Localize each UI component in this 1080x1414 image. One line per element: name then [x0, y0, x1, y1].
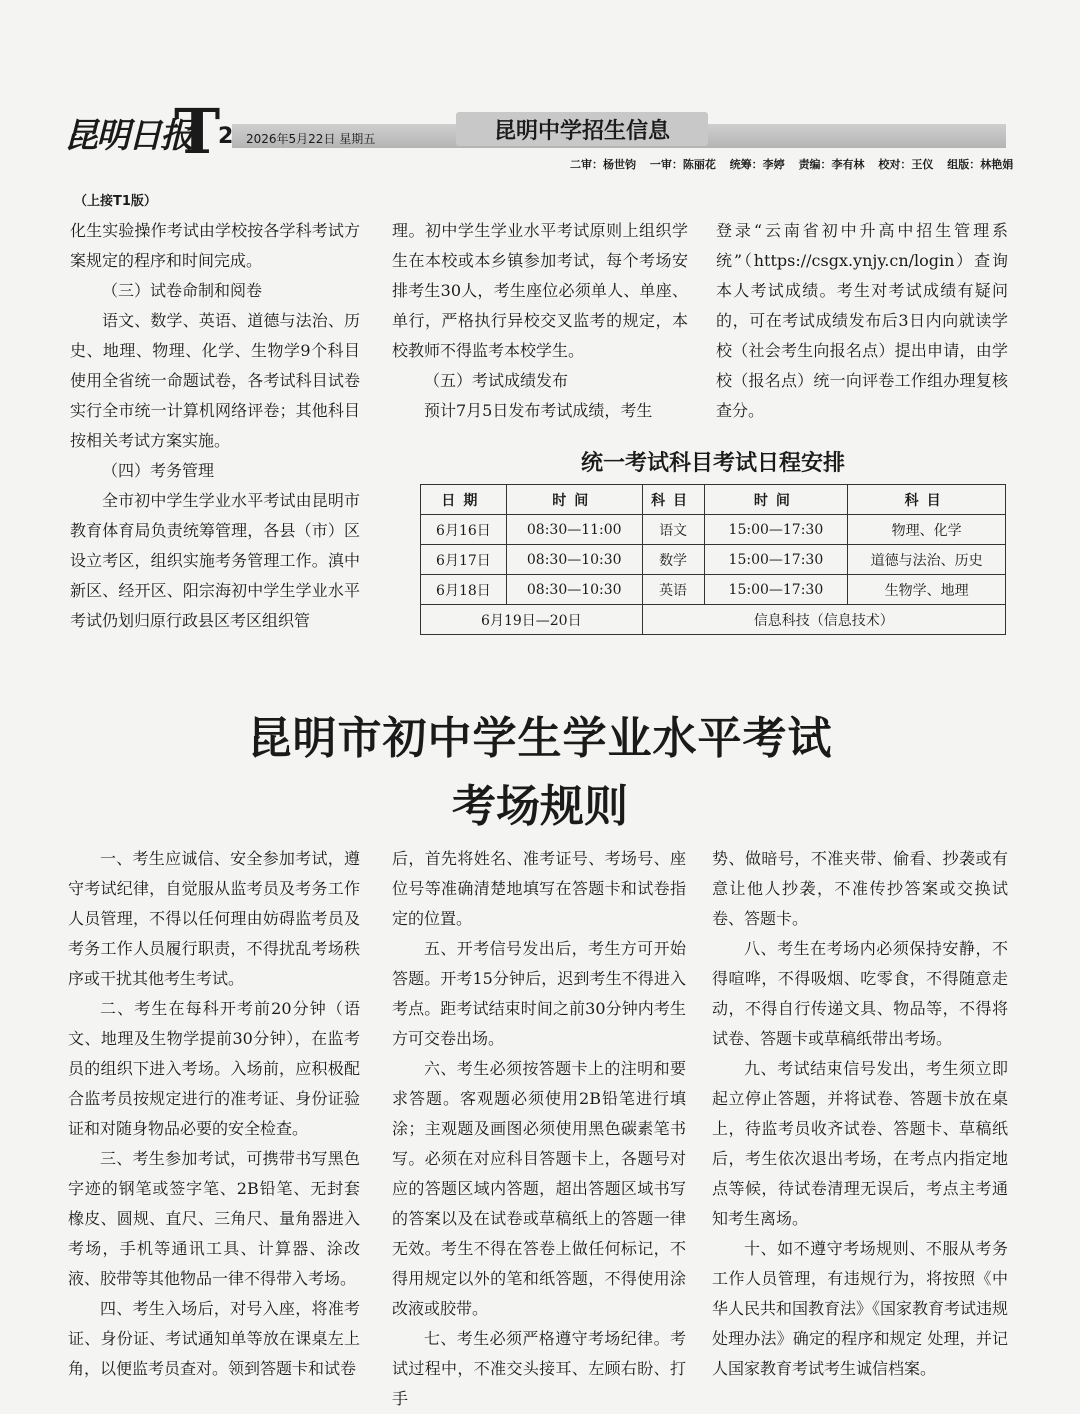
paragraph: 后，首先将姓名、准考证号、考场号、座位号等准确清楚地填写在答题卡和试卷指定的位置。: [392, 849, 686, 928]
paragraph: （五）考试成绩发布: [424, 371, 569, 390]
table-cell: 道德与法治、历史: [848, 545, 1006, 575]
schedule-title: 统一考试科目考试日程安排: [580, 451, 845, 476]
table-row: [421, 575, 1006, 605]
table-cell: 物理、化学: [848, 515, 1006, 545]
continued-label: （上接T1版）: [74, 194, 157, 209]
table-cell: 08:30—10:30: [506, 575, 642, 605]
rules-column-2: [392, 844, 686, 1414]
top-article-column-2: [392, 216, 688, 426]
table-row: [421, 545, 1006, 575]
paragraph: 登录“云南省初中升高中招生管理系统”（https://csgx.ynjy.cn/login）查询本人考试成绩。考生对考试成绩有疑问的，可在考试成绩发布后3日内向就读学校（社会考生向报名点）提出申请，由学校（报名点）统一向评卷工作组办理复核查分。: [716, 221, 1008, 420]
section-letter: T: [174, 95, 221, 168]
table-cell: 6月18日: [421, 575, 507, 605]
paragraph: （四）考务管理: [102, 461, 215, 480]
header-cell: 科目: [642, 485, 704, 515]
header-cell: 日期: [421, 485, 507, 515]
table-cell: 6月16日: [421, 515, 507, 545]
paragraph: 化生实验操作考试由学校按各学科考试方案规定的程序和时间完成。: [70, 221, 360, 270]
header-cell: 时间: [506, 485, 642, 515]
top-article-column-3: [716, 216, 1008, 426]
table-cell: 语文: [642, 515, 704, 545]
newspaper-logo: 昆明日报: [64, 116, 192, 156]
table-cell: 数学: [642, 545, 704, 575]
paragraph: 六、考生必须按答题卡上的注明和要求答题。客观题必须使用2B铅笔进行填涂；主观题及画图必须使用黑色碳素笔书写。必须在对应科目答题卡上，各题号对应的答题区域内答题，超出答题区域书写的答案以及在试卷或草稿纸上的答题一律无效。考生不得在答卷上做任何标记，不得用规定以外的笔和纸答题，不得使用涂改液或胶带。: [392, 1059, 686, 1318]
table-cell: 英语: [642, 575, 704, 605]
paragraph: （三）试卷命制和阅卷: [102, 281, 263, 300]
table-cell: 6月19日—20日: [421, 605, 643, 635]
paragraph: 理。初中学生学业水平考试原则上组织学生在本校或本乡镇参加考试，每个考场安排考生30人，考生座位必须单人、单座、单行，严格执行异校交叉监考的规定，本校教师不得监考本校学生。: [392, 221, 688, 360]
table-cell: 08:30—11:00: [506, 515, 642, 545]
rules-column-3: [712, 844, 1008, 1384]
page-number: 2: [218, 124, 234, 149]
table-cell: 生物学、地理: [848, 575, 1006, 605]
editor-credit: 统筹：李婷: [729, 158, 785, 171]
top-article-column-1: [70, 216, 360, 636]
paragraph: 二、考生在每科开考前20分钟（语文、地理及生物学提前30分钟），在监考员的组织下进入考场。入场前，应积极配合监考员按规定进行的准考证、身份证验证和对随身物品必要的安全检查。: [68, 999, 360, 1138]
paragraph: 七、考生必须严格遵守考场纪律。考试过程中，不准交头接耳、左顾右盼、打手: [392, 1329, 686, 1408]
table-cell: 08:30—10:30: [506, 545, 642, 575]
paragraph: 语文、数学、英语、道德与法治、历史、地理、物理、化学、生物学9个科目使用全省统一命题试卷，各考试科目试卷实行全市统一计算机网络评卷；其他科目按相关考试方案实施。: [70, 311, 360, 450]
table-cell: 15:00—17:30: [704, 575, 848, 605]
paragraph: 九、考试结束信号发出，考生须立即起立停止答题，并将试卷、答题卡放在桌上，待监考员收齐试卷、答题卡、草稿纸后，考生依次退出考场，在考点内指定地点等候，待试卷清理无误后，考点主考通知考生离场。: [712, 1059, 1008, 1228]
table-row: [421, 605, 1006, 635]
page-title: 昆明中学招生信息: [493, 119, 670, 144]
issue-date: 2026年5月22日 星期五: [246, 132, 376, 146]
paragraph: 全市初中学生学业水平考试由昆明市教育体育局负责统筹管理，各县（市）区设立考区，组织实施考务管理工作。滇中新区、经开区、阳宗海初中学生学业水平考试仍划归原行政县区考区组织管: [70, 491, 360, 630]
table-cell: 6月17日: [421, 545, 507, 575]
schedule-table: [420, 484, 1006, 635]
schedule-header-row: [421, 485, 1006, 515]
paragraph: 十、如不遵守考场规则、不服从考务工作人员管理，有违规行为，将按照《中华人民共和国教育法》《国家教育考试违规处理办法》确定的程序和规定 处理，并记人国家教育考试考生诚信档案。: [712, 1239, 1009, 1378]
table-cell: 15:00—17:30: [704, 515, 848, 545]
editor-credit: 二审：杨世钧: [570, 158, 636, 171]
editor-credit: 校对：王仪: [878, 158, 934, 171]
main-headline-line-2: 考场规则: [452, 781, 628, 832]
editor-credit: 责编：李有林: [798, 158, 865, 171]
editor-credit: 组版：林艳娟: [947, 158, 1014, 171]
paragraph: 八、考生在考场内必须保持安静，不得喧哗，不得吸烟、吃零食，不得随意走动，不得自行传递文具、物品等，不得将试卷、答题卡或草稿纸带出考场。: [712, 939, 1008, 1048]
header-cell: 时间: [704, 485, 848, 515]
paragraph: 四、考生入场后，对号入座，将准考证、身份证、考试通知单等放在课桌左上角，以便监考员查对。领到答题卡和试卷: [68, 1299, 360, 1378]
paragraph: 势、做暗号，不准夹带、偷看、抄袭或有意让他人抄袭，不准传抄答案或交换试卷、答题卡。: [712, 849, 1008, 928]
paragraph: 预计7月5日发布考试成绩，考生: [424, 401, 653, 420]
editor-credit: 一审：陈丽花: [649, 158, 716, 171]
table-row: [421, 515, 1006, 545]
paragraph: 五、开考信号发出后，考生方可开始答题。开考15分钟后，迟到考生不得进入考点。距考试结束时间之前30分钟内考生方可交卷出场。: [392, 939, 686, 1048]
paragraph: 一、考生应诚信、安全参加考试，遵守考试纪律，自觉服从监考员及考务工作人员管理，不得以任何理由妨碍监考员及考务工作人员履行职责，不得扰乱考场秩序或干扰其他考生考试。: [68, 849, 360, 988]
rules-column-1: [68, 844, 360, 1384]
main-headline-line-1: 昆明市初中学生学业水平考试: [247, 713, 833, 764]
editor-credits: [560, 156, 1014, 172]
table-cell: 信息科技（信息技术）: [642, 605, 1005, 635]
header-cell: 科目: [848, 485, 1006, 515]
table-cell: 15:00—17:30: [704, 545, 848, 575]
paragraph: 三、考生参加考试，可携带书写黑色字迹的钢笔或签字笔、2B铅笔、无封套橡皮、圆规、直尺、三角尺、量角器进入考场，手机等通讯工具、计算器、涂改液、胶带等其他物品一律不得带入考场。: [68, 1149, 360, 1288]
